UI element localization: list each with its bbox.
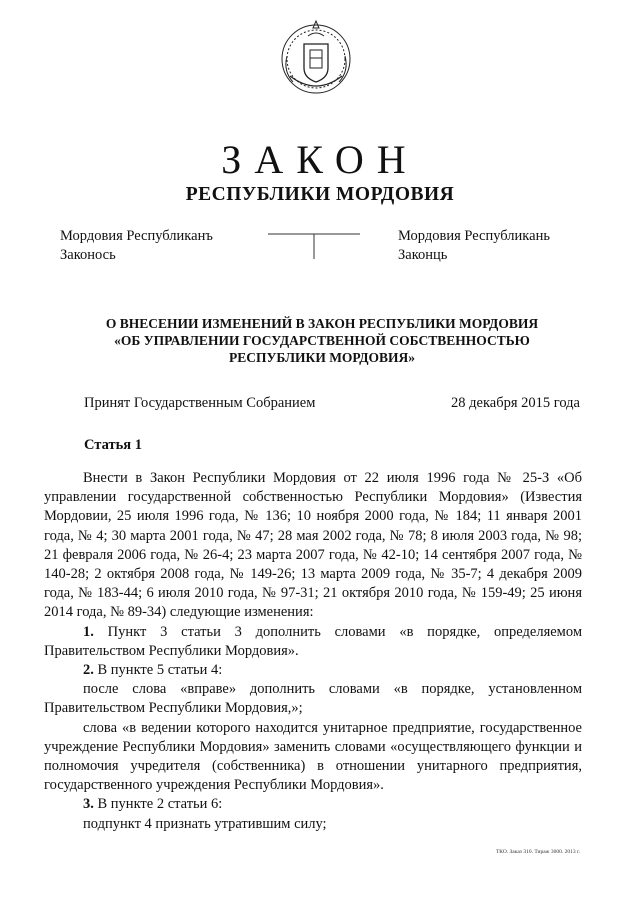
moksha-title-line-2: Законць — [398, 247, 448, 263]
act-heading-line-3: РЕСПУБЛИКИ МОРДОВИЯ» — [228, 350, 416, 365]
law-title: ЗАКОН — [221, 137, 419, 182]
paragraph — [44, 661, 582, 680]
paragraph — [44, 623, 582, 661]
paragraph — [44, 469, 582, 623]
paragraph-text: Внести в Закон Республики Мордовия от 22 июля 1996 года № 25-З «Об управлении государственной собственностью Республики Мордовия» (Известия Мордовии, 25 июля 1996 года, № 136; 10 ноября 2000 года, № 184; 11 января 2001 года, № 4; 30 марта 2001 года, № 47; 28 мая 2002 года, № 78; 8 июля 2003 года, № 98; 21 февраля 2006 года, № 26-4; 23 марта 2007 года, № 42-10; 14 сентября 2007 года, № 140-28; 2 октября 2008 года, № 149-26; 13 марта 2009 года, № 35-7; 4 декабря 2009 года, № 183-44; 6 июля 2010 года, № 97-31; 21 октября 2010 года, № 159-49; 25 июня 2014 года, № 89-34) следующие изменения: — [44, 470, 582, 621]
coat-of-arms-emblem — [275, 16, 357, 98]
paragraph-text: В пункте 5 статьи 4: — [97, 662, 223, 679]
paragraph — [44, 795, 582, 814]
erzya-title-line-2: Законось — [60, 247, 116, 263]
law-subtitle: РЕСПУБЛИКИ МОРДОВИЯ — [185, 184, 455, 205]
paragraph-number: 2. — [83, 662, 94, 679]
article-body — [44, 469, 582, 834]
act-heading-line-2: «ОБ УПРАВЛЕНИИ ГОСУДАРСТВЕННОЙ СОБСТВЕННОСТЬЮ — [114, 333, 530, 348]
print-footer-note: ТКО. Заказ 310. Тираж 3000. 2013 г. — [495, 849, 580, 855]
moksha-title-line-1: Мордовия Республикань — [398, 228, 550, 244]
adopted-by: Принят Государственным Собранием — [84, 395, 316, 411]
article-title: Статья 1 — [84, 437, 142, 453]
center-divider-mark — [268, 232, 360, 260]
erzya-title-line-1: Мордовия Республиканъ — [60, 228, 213, 244]
paragraph-text: после слова «вправе» дополнить словами «в порядке, установленном Правительством Республики Мордовия,»; — [44, 681, 582, 717]
paragraph — [44, 719, 582, 796]
paragraph-number: 3. — [83, 796, 94, 813]
moksha-title — [398, 227, 550, 265]
paragraph-text: подпункт 4 признать утратившим силу; — [83, 815, 327, 832]
paragraph-text: слова «в ведении которого находится унитарное предприятие, государственное учреждение Республики Мордовия» заменить словами «осуществляющего функции и полномочия учредителя (собственника) в отношении унитарного предприятия, государственного учреждения Республики Мордовия». — [44, 719, 582, 794]
act-heading — [64, 315, 580, 366]
act-heading-line-1: О ВНЕСЕНИИ ИЗМЕНЕНИЙ В ЗАКОН РЕСПУБЛИКИ МОРДОВИЯ — [105, 316, 539, 331]
paragraph-text: Пункт 3 статьи 3 дополнить словами «в порядке, определяемом Правительством Республики Мордовия». — [44, 623, 582, 659]
paragraph-text: В пункте 2 статьи 6: — [97, 796, 223, 813]
adopted-date: 28 декабря 2015 года — [451, 395, 580, 411]
paragraph — [44, 680, 582, 718]
erzya-title — [60, 227, 213, 265]
paragraph — [44, 815, 582, 834]
paragraph-number: 1. — [83, 623, 94, 640]
